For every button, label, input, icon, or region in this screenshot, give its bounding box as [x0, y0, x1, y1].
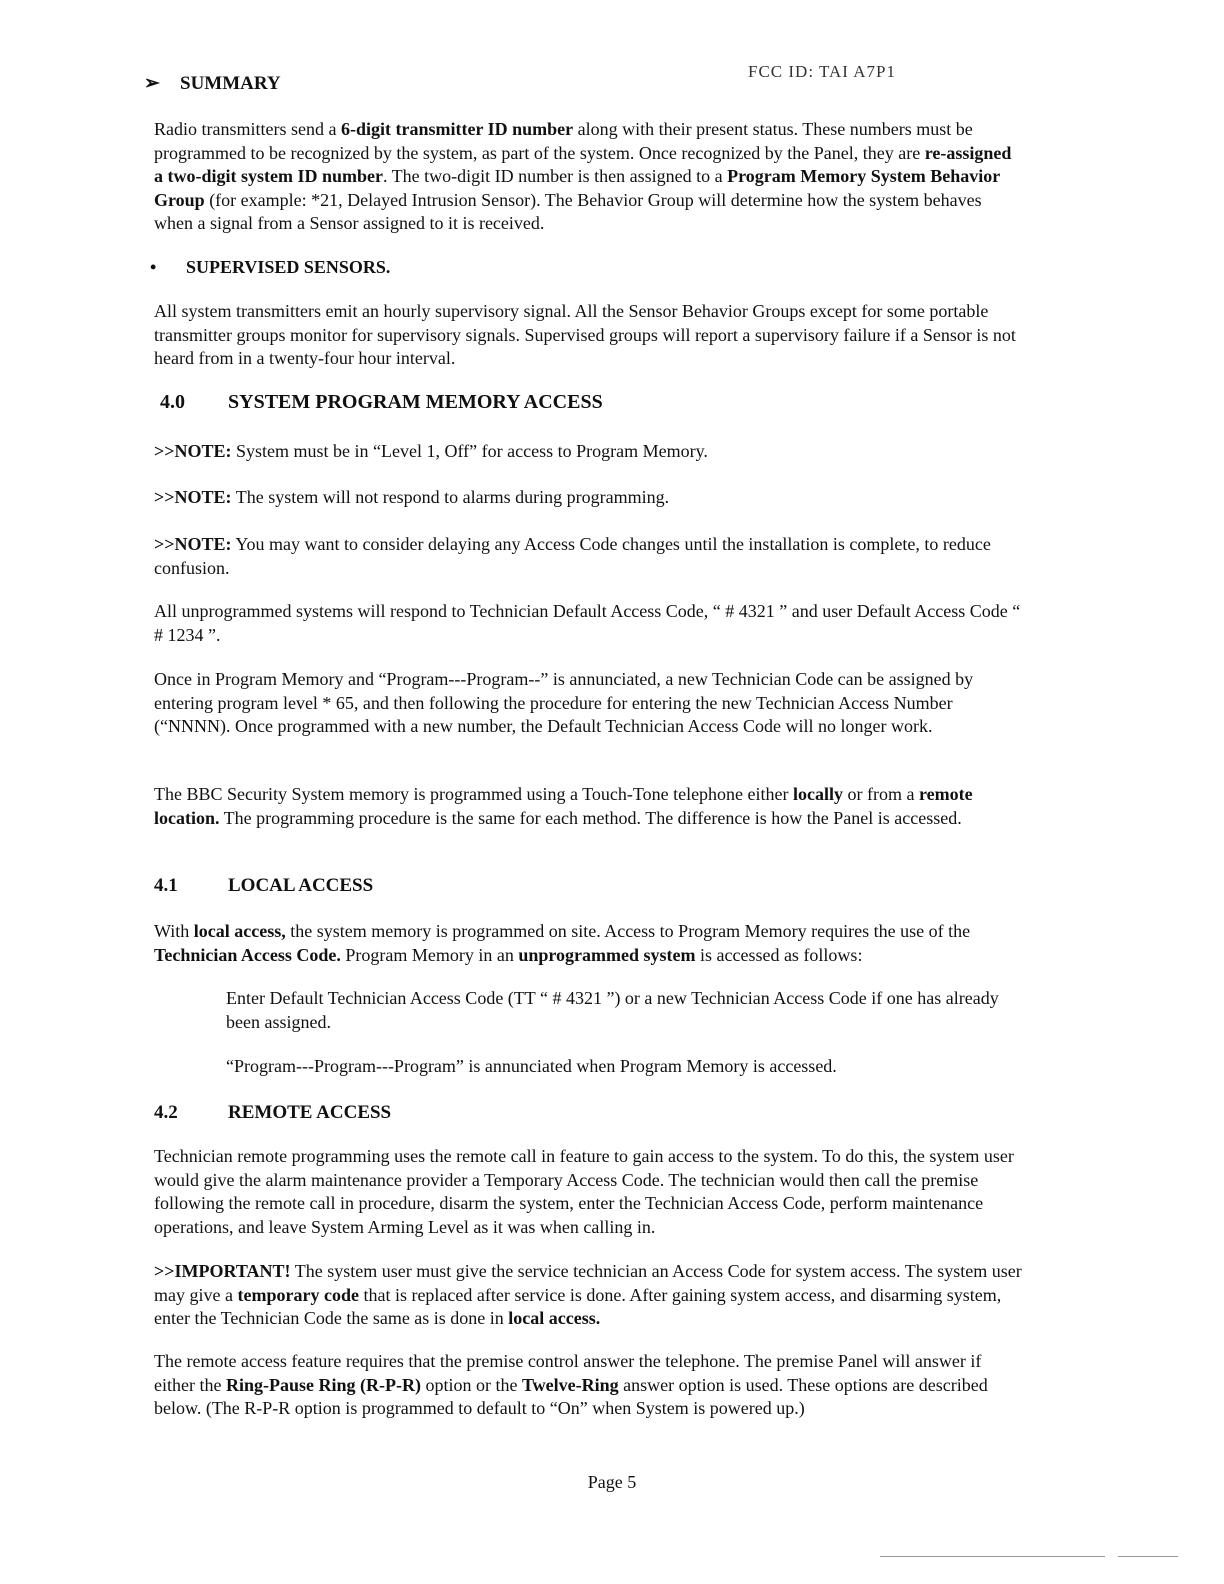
note-1: >>NOTE: System must be in “Level 1, Off” for access to Program Memory.: [154, 441, 708, 461]
scan-artifact-line: [1118, 1556, 1178, 1557]
note-3: >>NOTE: You may want to consider delaying any Access Code changes until the installation is complete, to reduce confusion.: [154, 534, 991, 578]
section-4-2-heading: 4.2 REMOTE ACCESS: [154, 1102, 392, 1123]
note-2: >>NOTE: The system will not respond to alarms during programming.: [154, 487, 670, 507]
scan-artifact-line: [880, 1556, 1105, 1557]
summary-paragraph: Radio transmitters send a 6-digit transmitter ID number along with their present status. These numbers must be programmed to be recognized by the system, as part of the system. Once recognized by the Panel, they are re-assigned a two-digit system ID number. The two-digit ID number is then assigned to a Program Memory System Behavior Group (for example: *21, Delayed Intrusion Sensor). The Behavior Group will determine how the system behaves when a signal from a Sensor assigned to it is received.: [154, 119, 1012, 233]
supervised-sensors-heading: • SUPERVISED SENSORS.: [154, 256, 1024, 280]
new-technician-code-paragraph: Once in Program Memory and “Program---Program--” is annunciated, a new Technician Code can be assigned by entering program level * 65, and then following the procedure for entering the new Technician Access Number (“NNNN). Once programmed with a new number, the Default Technician Access Code will no longer work.: [154, 669, 974, 736]
default-codes-paragraph: All unprogrammed systems will respond to Technician Default Access Code, “ # 4321 ” and user Default Access Code “ # 1234 ”.: [154, 601, 1021, 645]
page-number: Page 5: [587, 1472, 637, 1492]
fcc-id-stamp: FCC ID: TAI A7P1: [748, 62, 896, 81]
section-4-1-heading: 4.1 LOCAL ACCESS: [154, 875, 374, 896]
supervised-sensors-paragraph: All system transmitters emit an hourly supervisory signal. All the Sensor Behavior Groups except for some portable transmitter groups monitor for supervisory signals. Supervised groups will report a supervisory failure if a Sensor is not heard from in a twenty-four hour interval.: [154, 301, 1016, 368]
local-access-paragraph: With local access, the system memory is programmed on site. Access to Program Memory requires the use of the Technician Access Code. Program Memory in an unprogrammed system is accessed as follows:: [154, 921, 971, 965]
section-4-0-heading: 4.0 SYSTEM PROGRAM MEMORY ACCESS: [160, 391, 603, 413]
remote-access-paragraph: Technician remote programming uses the remote call in feature to gain access to the system. To do this, the system user would give the alarm maintenance provider a Temporary Access Code. The technician would then call the premise following the remote call in procedure, disarm the system, enter the Technician Access Code, perform maintenance operations, and leave System Arming Level as it was when calling in.: [154, 1146, 1014, 1237]
local-access-step-2: “Program---Program---Program” is annunciated when Program Memory is accessed.: [226, 1056, 837, 1076]
arrow-bullet-icon: ➢: [144, 73, 160, 94]
remote-answer-paragraph: The remote access feature requires that the premise control answer the telephone. The premise Panel will answer if either the Ring-Pause Ring (R-P-R) option or the Twelve-Ring answer option is used. These options are described below. (The R-P-R option is programmed to default to “On” when System is powered up.): [154, 1351, 988, 1418]
local-access-step-1: Enter Default Technician Access Code (TT “ # 4321 ”) or a new Technician Access Code if one has already been assigned.: [226, 988, 999, 1032]
programming-method-paragraph: The BBC Security System memory is programmed using a Touch-Tone telephone either locally or from a remote location. The programming procedure is the same for each method. The difference is how the Panel is accessed.: [154, 784, 973, 828]
important-note: >>IMPORTANT! The system user must give the service technician an Access Code for system access. The system user may give a temporary code that is replaced after service is done. After gaining system access, and disarming system, enter the Technician Code the same as is done in local access.: [154, 1261, 1022, 1328]
summary-heading: ➢ SUMMARY: [144, 73, 281, 94]
bullet-icon: •: [150, 257, 157, 277]
